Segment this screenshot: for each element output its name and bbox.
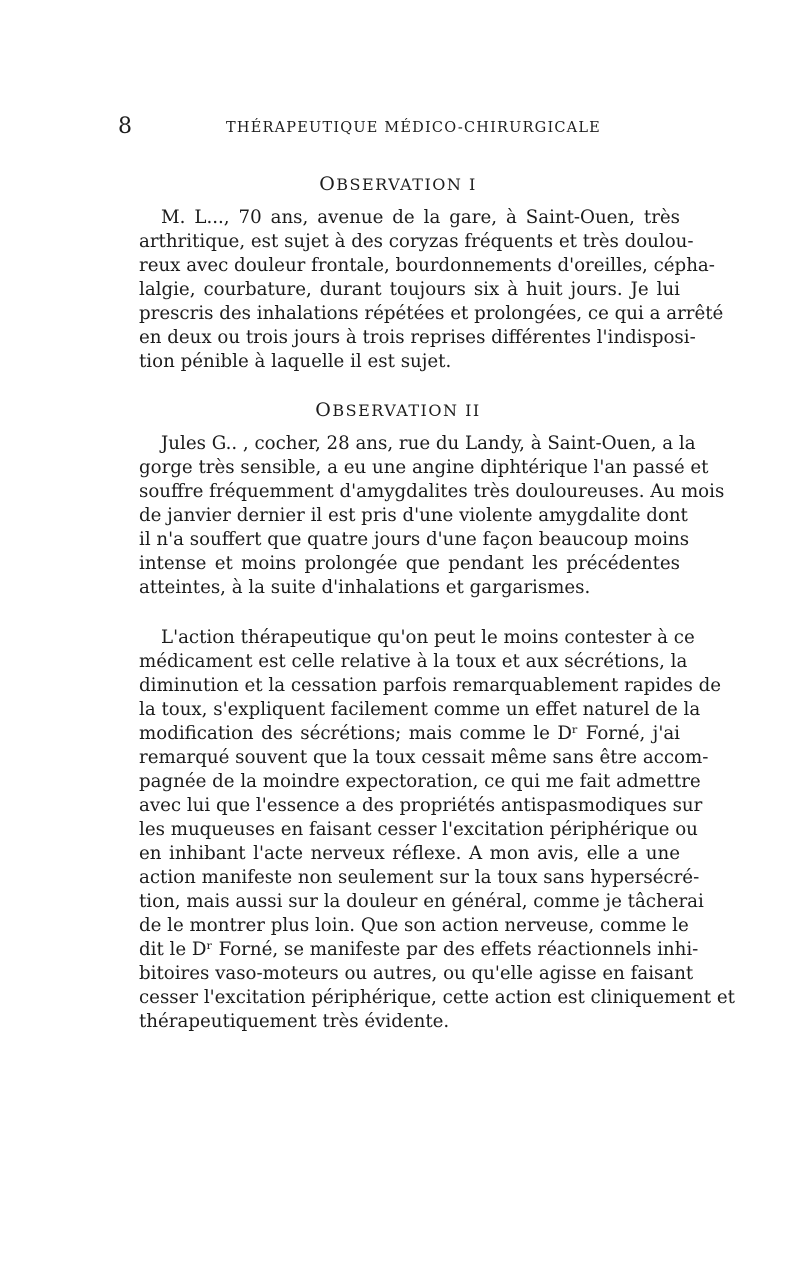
observation-2-heading-rest: BSERVATION II xyxy=(332,401,481,420)
text-line: M. L..., 70 ans, avenue de la gare, à Saint-Ouen, très xyxy=(161,207,680,228)
text-line: lalgie, courbature, durant toujours six à huit jours. Je lui xyxy=(139,279,680,300)
text-line: les muqueuses en faisant cesser l'excitation périphérique ou xyxy=(139,819,698,840)
observation-1-heading xyxy=(118,172,678,197)
observation-1-heading-rest: BSERVATION I xyxy=(336,175,477,194)
page-header xyxy=(118,112,678,142)
text-line: en deux ou trois jours à trois reprises différentes l'indisposi- xyxy=(139,327,696,348)
text-line: en inhibant l'acte nerveux réflexe. A mon avis, elle a une xyxy=(139,843,680,864)
page-number: 8 xyxy=(118,114,132,139)
text-line: dit le Dʳ Forné, se manifeste par des effets réactionnels inhi- xyxy=(139,939,699,960)
text-line: diminution et la cessation parfois remarquablement rapides de xyxy=(139,675,722,696)
text-line: action manifeste non seulement sur la toux sans hypersécré- xyxy=(139,867,700,888)
text-line: tion pénible à laquelle il est sujet. xyxy=(139,351,452,372)
text-line: remarqué souvent que la toux cessait même sans être accom- xyxy=(139,747,709,768)
text-line: intense et moins prolongée que pendant les précédentes xyxy=(139,553,680,574)
text-line: thérapeutiquement très évidente. xyxy=(139,1011,450,1032)
text-line: avec lui que l'essence a des propriétés antispasmodiques sur xyxy=(139,795,703,816)
observation-1-paragraph xyxy=(139,206,724,374)
text-line: arthritique, est sujet à des coryzas fréquents et très doulou- xyxy=(139,231,694,252)
text-line: modification des sécrétions; mais comme le Dʳ Forné, j'ai xyxy=(139,723,680,744)
text-line: prescris des inhalations répétées et prolongées, ce qui a arrêté xyxy=(139,303,724,324)
text-line: souffre fréquemment d'amygdalites très douloureuses. Au mois xyxy=(139,481,725,502)
text-line: atteintes, à la suite d'inhalations et gargarismes. xyxy=(139,577,591,598)
text-line: pagnée de la moindre expectoration, ce qui me fait admettre xyxy=(139,771,701,792)
text-line: de janvier dernier il est pris d'une violente amygdalite dont xyxy=(139,505,688,526)
observation-2-heading-initial: O xyxy=(315,399,333,421)
discussion-paragraph xyxy=(139,626,735,1034)
text-line: tion, mais aussi sur la douleur en général, comme je tâcherai xyxy=(139,891,704,912)
text-line: cesser l'excitation périphérique, cette action est cliniquement et xyxy=(139,987,735,1008)
text-line: gorge très sensible, a eu une angine diphtérique l'an passé et xyxy=(139,457,709,478)
text-line: il n'a souffert que quatre jours d'une façon beaucoup moins xyxy=(139,529,690,550)
text-line: Jules G.. , cocher, 28 ans, rue du Landy, à Saint-Ouen, a la xyxy=(161,433,696,454)
text-line: la toux, s'expliquent facilement comme un effet naturel de la xyxy=(139,699,701,720)
observation-2-heading xyxy=(118,398,678,423)
text-line: bitoires vaso-moteurs ou autres, ou qu'elle agisse en faisant xyxy=(139,963,694,984)
running-title: THÉRAPEUTIQUE MÉDICO-CHIRURGICALE xyxy=(226,120,601,136)
observation-1-heading-initial: O xyxy=(319,173,337,195)
text-line: reux avec douleur frontale, bourdonnements d'oreilles, cépha- xyxy=(139,255,715,276)
text-line: médicament est celle relative à la toux et aux sécrétions, la xyxy=(139,651,688,672)
text-line: de le montrer plus loin. Que son action nerveuse, comme le xyxy=(139,915,689,936)
observation-2-paragraph xyxy=(139,432,725,600)
text-line: L'action thérapeutique qu'on peut le moins contester à ce xyxy=(161,627,695,648)
